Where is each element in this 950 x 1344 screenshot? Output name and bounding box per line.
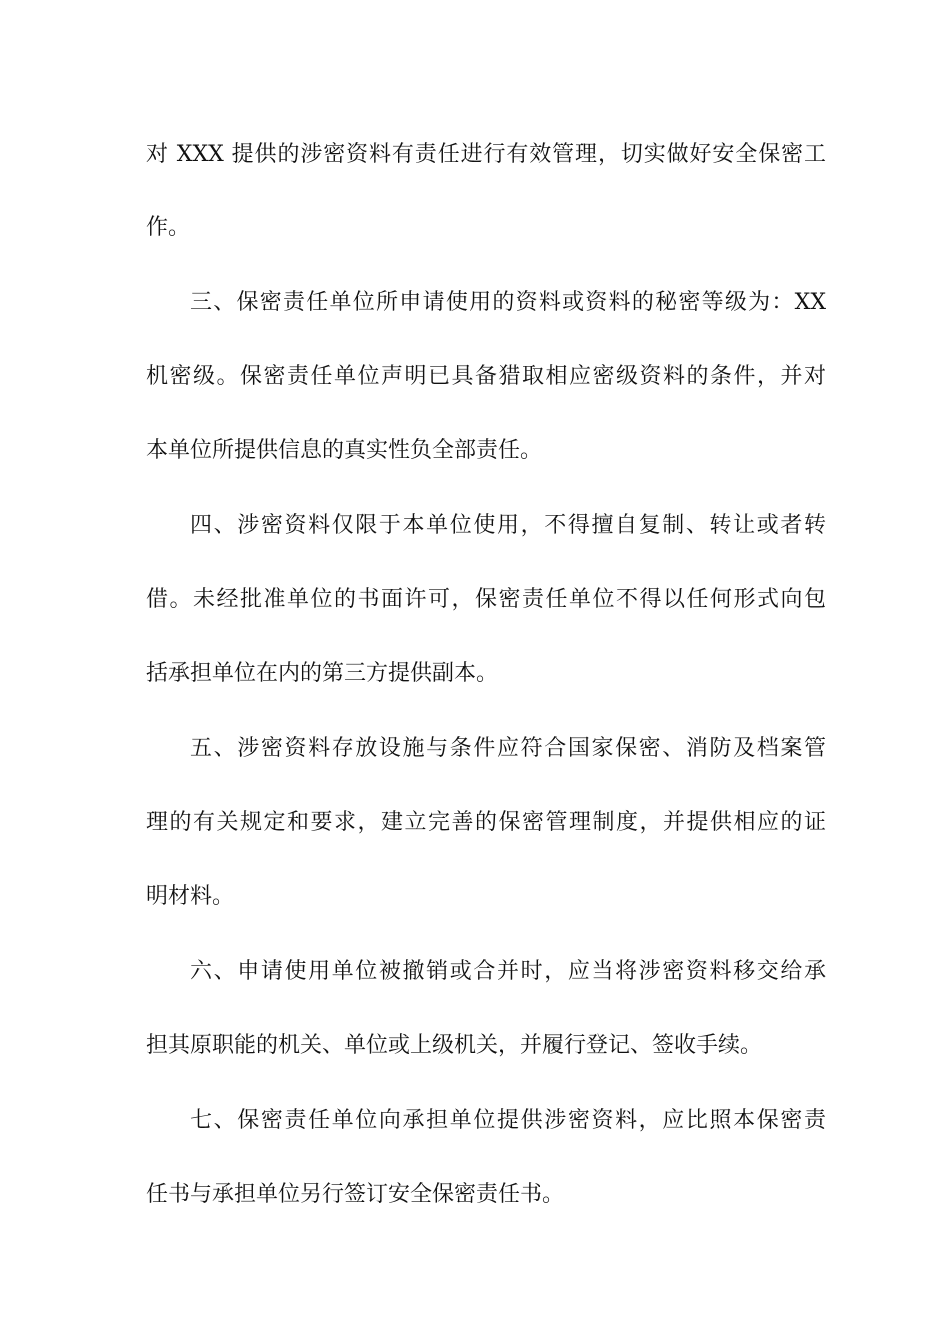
text-line: 借。未经批准单位的书面许可，保密责任单位不得以任何形式向包 — [146, 587, 826, 612]
text-line: 本单位所提供信息的真实性负全部责任。 — [146, 438, 543, 463]
text-line: 理的有关规定和要求，建立完善的保密管理制度，并提供相应的证 — [146, 810, 826, 835]
text-line: 任书与承担单位另行签订安全保密责任书。 — [146, 1182, 565, 1207]
text-line: 括承担单位在内的第三方提供副本。 — [146, 661, 499, 686]
text-line: 担其原职能的机关、单位或上级机关，并履行登记、签收手续。 — [146, 1033, 763, 1058]
paragraph-start-line: 三、保密责任单位所申请使用的资料或资料的秘密等级为：XX — [190, 290, 826, 315]
text-line: 明材料。 — [146, 884, 235, 909]
text-line: 作。 — [146, 215, 191, 240]
paragraph-start-line: 七、保密责任单位向承担单位提供涉密资料，应比照本保密责 — [190, 1108, 826, 1133]
paragraph-start-line: 四、涉密资料仅限于本单位使用，不得擅自复制、转让或者转 — [190, 513, 826, 538]
paragraph-start-line: 六、申请使用单位被撤销或合并时，应当将涉密资料移交给承 — [190, 959, 826, 984]
paragraph-start-line: 五、涉密资料存放设施与条件应符合国家保密、消防及档案管 — [190, 736, 826, 761]
text-line: 对 XXX 提供的涉密资料有责任进行有效管理，切实做好安全保密工 — [146, 142, 826, 167]
text-line: 机密级。保密责任单位声明已具备猎取相应密级资料的条件，并对 — [146, 364, 826, 389]
